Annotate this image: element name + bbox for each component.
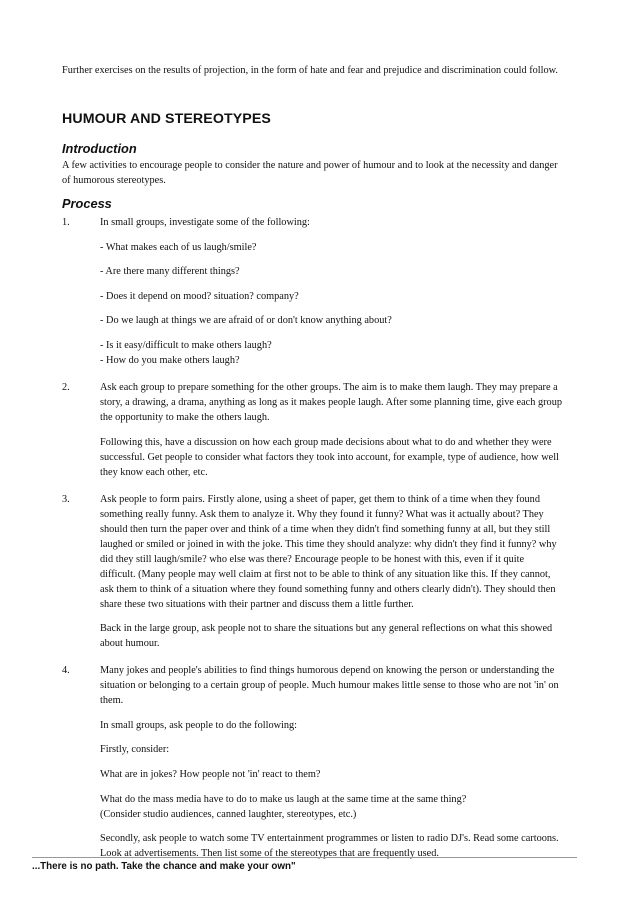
process-step: [62, 663, 562, 861]
step-paragraph: Following this, have a discussion on how each group made decisions about what to do and whether they were successful. Get people to consider what factors they took into account, for example, type of audience, how well they know each other, etc.: [100, 436, 559, 478]
step-paragraph: What are in jokes? How people not 'in' react to them?: [100, 768, 321, 780]
step-paragraph: Back in the large group, ask people not to share the situations but any general reflections on what this showed about humour.: [100, 623, 553, 650]
step-paragraph: Secondly, ask people to watch some TV entertainment programmes or listen to radio DJ's. Read some cartoons. Look at advertisements. Then list some of the stereotypes that are frequently used.: [100, 833, 559, 860]
step-paragraph: Ask people to form pairs. Firstly alone, using a sheet of paper, get them to think of a time when they found something really funny. Ask them to analyze it. Why they found it funny? What was it actually about? They should then turn the paper over and think of a time when they didn't find something funny at all, but they still laughed or smiled or joined in with the joke. This time they should analyze: why didn't they find it funny? why did they still laugh/smile? who else was there? Encourage people to be honest with this, even if it quite difficult. (Many people may well claim at first not to be able to think of any situation like this. If they cannot, ask them to think of a situation where they found something funny and others clearly didn't). They should then share these two situations with their partner and discuss them a little further.: [100, 493, 557, 610]
step-paragraph: In small groups, ask people to do the following:: [100, 719, 298, 731]
step-paragraph: What do the mass media have to do to make us laugh at the same time at the same thing?: [100, 793, 467, 805]
introduction-heading: Introduction: [62, 141, 137, 156]
step-paragraph: - Does it depend on mood? situation? company?: [100, 290, 299, 302]
step-paragraph: - Is it easy/difficult to make others laugh?: [100, 339, 272, 351]
step-paragraph: (Consider studio audiences, canned laughter, stereotypes, etc.): [100, 808, 357, 820]
step-paragraph: In small groups, investigate some of the following:: [100, 217, 310, 228]
process-steps: [62, 215, 562, 873]
step-number: 4.: [62, 665, 70, 677]
process-heading: Process: [62, 196, 112, 211]
footer-text: ...There is no path. Take the chance and make your own": [32, 861, 296, 872]
introduction-text: A few activities to encourage people to consider the nature and power of humour and to look at the necessity and danger of humorous stereotypes.: [62, 160, 558, 186]
step-paragraph: Ask each group to prepare something for the other groups. The aim is to make them laugh. They may prepare a story, a drawing, a drama, anything as long as it makes people laugh. After some planning time, give each group the opportunity to make the others laugh.: [100, 381, 562, 423]
step-paragraph: - How do you make others laugh?: [100, 354, 240, 366]
step-paragraph: Many jokes and people's abilities to find things humorous depend on knowing the person or understanding the situation or belonging to a certain group of people. Much humour makes little sense to those who are not 'in' on them.: [100, 665, 559, 707]
step-paragraph: - Are there many different things?: [100, 266, 240, 278]
step-number: 2.: [62, 381, 70, 393]
footer-divider: [32, 857, 577, 858]
process-step: [62, 215, 562, 368]
process-step: [62, 380, 562, 480]
step-paragraph: Firstly, consider:: [100, 744, 170, 756]
step-paragraph: - Do we laugh at things we are afraid of or don't know anything about?: [100, 315, 392, 327]
step-paragraph: - What makes each of us laugh/smile?: [100, 241, 257, 253]
process-step: [62, 492, 562, 652]
intro-paragraph: Further exercises on the results of projection, in the form of hate and fear and prejudice and discrimination could follow.: [62, 65, 558, 76]
step-number: 1.: [62, 217, 70, 228]
step-number: 3.: [62, 493, 70, 505]
page-title: HUMOUR AND STEREOTYPES: [62, 111, 271, 127]
